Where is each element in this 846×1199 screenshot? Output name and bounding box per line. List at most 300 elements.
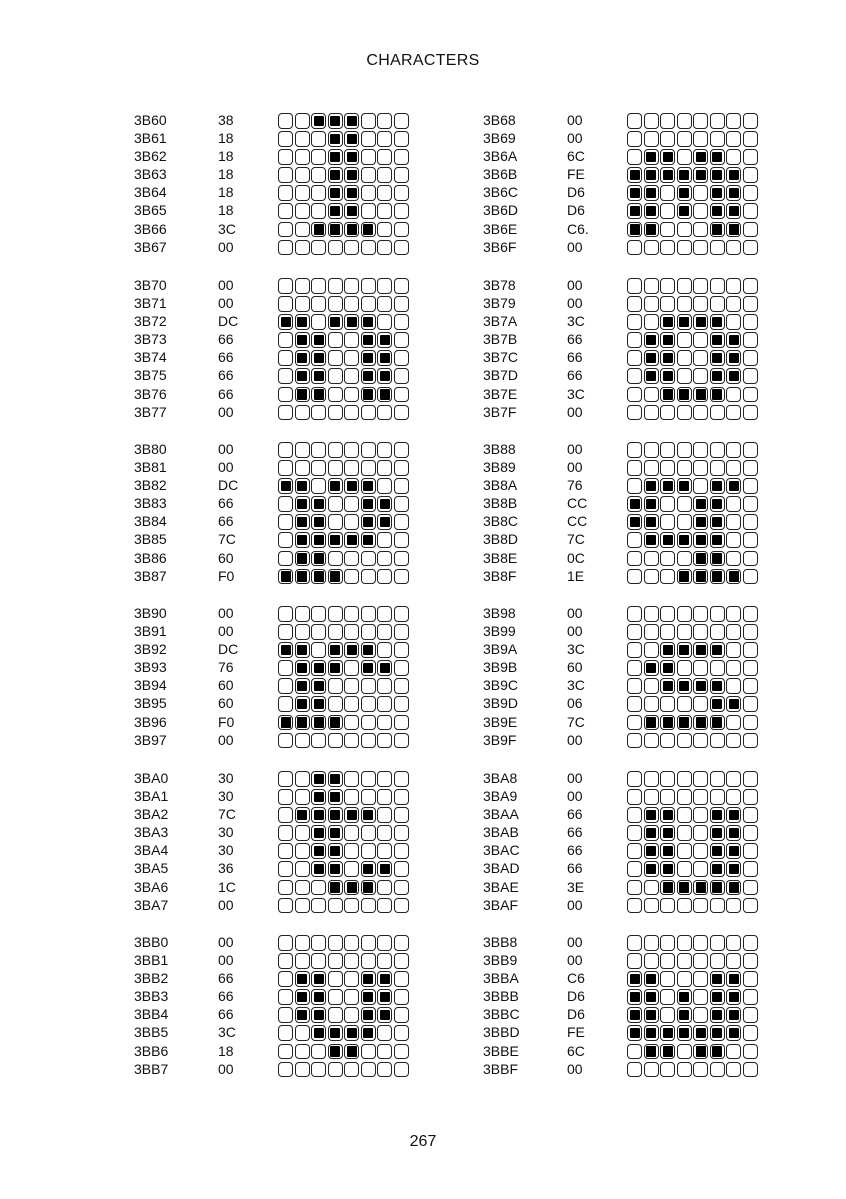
pixel-on [311, 332, 326, 348]
address-label: 3B76 [134, 385, 167, 402]
pixel-on [328, 843, 343, 859]
pixel-off [677, 771, 692, 787]
pixel-off [278, 789, 293, 805]
pixel-on [295, 971, 310, 987]
pixel-on [295, 350, 310, 366]
pixel-off [377, 405, 392, 421]
pixel-off [660, 898, 675, 914]
pixel-off [627, 1044, 642, 1060]
byte-value: 18 [218, 1042, 234, 1059]
pixel-off [693, 1007, 708, 1023]
pixel-off [726, 532, 741, 548]
pixel-off [311, 953, 326, 969]
pixel-off [677, 332, 692, 348]
pixel-on [328, 642, 343, 658]
pixel-off [377, 149, 392, 165]
pixel-off [394, 496, 409, 512]
pixel-off [361, 825, 376, 841]
pixel-on [328, 1044, 343, 1060]
byte-value: D6 [567, 988, 585, 1005]
pixel-off [627, 149, 642, 165]
pixel-on [361, 478, 376, 494]
pixel-off [394, 1044, 409, 1060]
pixel-off [278, 1062, 293, 1078]
pixel-off [344, 551, 359, 567]
pixel-off [344, 971, 359, 987]
pixel-off [278, 971, 293, 987]
pixel-off [361, 203, 376, 219]
pixel-off [693, 807, 708, 823]
pixel-off [278, 387, 293, 403]
pixel-on [361, 660, 376, 676]
pixel-on [710, 880, 725, 896]
pixel-off [278, 1025, 293, 1041]
pixel-off [726, 898, 741, 914]
pixel-off [743, 678, 758, 694]
byte-value: D6 [567, 1006, 585, 1023]
byte-value: F0 [218, 567, 235, 584]
pixel-on [644, 167, 659, 183]
byte-value: 1C [218, 878, 236, 895]
pixel-on [644, 478, 659, 494]
pixel-off [743, 569, 758, 585]
pixel-off [344, 953, 359, 969]
pixel-off [627, 131, 642, 147]
address-label: 3B83 [134, 495, 167, 512]
pixel-on [677, 715, 692, 731]
pixel-on [710, 861, 725, 877]
pixel-on [710, 496, 725, 512]
pixel-on [726, 167, 741, 183]
pixel-off [627, 551, 642, 567]
pixel-off [278, 167, 293, 183]
byte-value: 60 [218, 549, 234, 566]
pixel-off [278, 825, 293, 841]
pixel-on [311, 222, 326, 238]
address-label: 3BB5 [134, 1024, 169, 1041]
pixel-on [361, 314, 376, 330]
address-label: 3B87 [134, 567, 167, 584]
byte-value: DC [218, 477, 239, 494]
pixel-off [344, 660, 359, 676]
pixel-off [295, 789, 310, 805]
pixel-off [627, 478, 642, 494]
byte-value: 18 [218, 202, 234, 219]
byte-value: 0C [567, 549, 585, 566]
pixel-on [328, 715, 343, 731]
byte-value: 66 [567, 824, 583, 841]
pixel-on [627, 222, 642, 238]
pixel-off [377, 131, 392, 147]
pixel-off [328, 935, 343, 951]
pixel-on [644, 203, 659, 219]
pixel-off [743, 733, 758, 749]
pixel-off [693, 771, 708, 787]
pixel-on [644, 222, 659, 238]
pixel-off [677, 442, 692, 458]
pixel-off [660, 935, 675, 951]
pixel-off [627, 606, 642, 622]
pixel-off [295, 733, 310, 749]
pixel-on [660, 861, 675, 877]
pixel-off [710, 606, 725, 622]
pixel-off [743, 861, 758, 877]
pixel-off [743, 696, 758, 712]
byte-value: 00 [218, 295, 234, 312]
character-block [483, 276, 783, 420]
pixel-off [278, 496, 293, 512]
pixel-off [743, 606, 758, 622]
pixel-on [660, 1025, 675, 1041]
byte-value: 18 [218, 148, 234, 165]
pixel-off [677, 131, 692, 147]
pixel-off [627, 880, 642, 896]
pixel-on [644, 660, 659, 676]
address-label: 3B61 [134, 130, 167, 147]
pixel-off [344, 825, 359, 841]
pixel-on [726, 1007, 741, 1023]
pixel-on [377, 350, 392, 366]
byte-column [567, 440, 587, 585]
pixel-off [377, 1044, 392, 1060]
address-label: 3BB9 [483, 952, 518, 969]
pixel-off [344, 296, 359, 312]
pixel-off [743, 149, 758, 165]
pixel-on [344, 149, 359, 165]
address-column [483, 933, 520, 1078]
pixel-off [278, 222, 293, 238]
pixel-on [660, 387, 675, 403]
pixel-off [278, 771, 293, 787]
pixel-off [278, 514, 293, 530]
pixel-off [394, 642, 409, 658]
pixel-on [693, 642, 708, 658]
byte-value: 3E [567, 878, 585, 895]
pixel-on [660, 880, 675, 896]
pixel-on [295, 678, 310, 694]
byte-value: 66 [218, 495, 234, 512]
pixel-on [361, 1007, 376, 1023]
pixel-on [693, 551, 708, 567]
pixel-on [295, 660, 310, 676]
pixel-on [328, 660, 343, 676]
pixel-off [377, 460, 392, 476]
page-number: 267 [409, 1133, 437, 1150]
pixel-on [710, 807, 725, 823]
byte-value: FE [567, 1024, 585, 1041]
pixel-off [394, 971, 409, 987]
pixel-off [677, 789, 692, 805]
pixel-off [278, 442, 293, 458]
pixel-off [278, 532, 293, 548]
pixel-on [361, 861, 376, 877]
byte-value: 00 [567, 238, 583, 255]
pixel-off [295, 296, 310, 312]
byte-value: 7C [218, 806, 236, 823]
pixel-on [710, 989, 725, 1005]
pixel-off [660, 278, 675, 294]
byte-value: 66 [567, 806, 583, 823]
pixel-off [660, 569, 675, 585]
pixel-off [394, 606, 409, 622]
pixel-on [377, 861, 392, 877]
pixel-off [660, 624, 675, 640]
address-label: 3BB1 [134, 952, 169, 969]
pixel-off [278, 696, 293, 712]
pixel-off [693, 953, 708, 969]
pixel-off [710, 442, 725, 458]
pixel-off [693, 368, 708, 384]
pixel-off [278, 898, 293, 914]
pixel-off [726, 460, 741, 476]
pixel-on [361, 350, 376, 366]
pixel-off [328, 898, 343, 914]
pixel-off [743, 296, 758, 312]
pixel-on [710, 825, 725, 841]
pixel-off [328, 971, 343, 987]
address-label: 3BAA [483, 806, 519, 823]
pixel-off [677, 606, 692, 622]
pixel-off [344, 278, 359, 294]
pixel-off [361, 278, 376, 294]
pixel-on [328, 1025, 343, 1041]
pixel-off [394, 989, 409, 1005]
pixel-on [627, 203, 642, 219]
pixel-on [344, 1044, 359, 1060]
pixel-off [361, 843, 376, 859]
address-label: 3B71 [134, 295, 167, 312]
pixel-off [743, 113, 758, 129]
pixel-on [295, 642, 310, 658]
pixel-off [644, 880, 659, 896]
pixel-off [328, 278, 343, 294]
pixel-on [311, 514, 326, 530]
pixel-on [644, 989, 659, 1005]
pixel-on [644, 496, 659, 512]
pixel-off [394, 1062, 409, 1078]
pixel-off [743, 660, 758, 676]
pixel-off [344, 733, 359, 749]
pixel-on [377, 496, 392, 512]
pixel-off [377, 296, 392, 312]
pixel-off [311, 131, 326, 147]
pixel-off [377, 771, 392, 787]
byte-value: 18 [218, 166, 234, 183]
pixel-on [311, 678, 326, 694]
pixel-off [311, 167, 326, 183]
address-label: 3BA3 [134, 824, 169, 841]
byte-column [567, 111, 589, 256]
pixel-off [377, 278, 392, 294]
address-label: 3BA9 [483, 788, 518, 805]
pixel-on [328, 807, 343, 823]
pixel-on [644, 861, 659, 877]
address-label: 3BBE [483, 1042, 519, 1059]
pixel-on [344, 1025, 359, 1041]
pixel-on [644, 825, 659, 841]
pixel-off [394, 350, 409, 366]
pixel-on [693, 314, 708, 330]
byte-value: 00 [218, 459, 234, 476]
pixel-off [677, 733, 692, 749]
pixel-off [627, 350, 642, 366]
pixel-off [377, 1062, 392, 1078]
pixel-off [743, 368, 758, 384]
pixel-off [726, 496, 741, 512]
pixel-off [311, 278, 326, 294]
pixel-off [344, 861, 359, 877]
pixel-off [644, 240, 659, 256]
address-column [134, 276, 167, 421]
byte-value: 60 [567, 659, 583, 676]
pixel-on [660, 167, 675, 183]
pixel-off [328, 350, 343, 366]
pixel-on [693, 678, 708, 694]
byte-value: 66 [567, 349, 583, 366]
pixel-off [743, 314, 758, 330]
pixel-off [726, 771, 741, 787]
pixel-off [726, 149, 741, 165]
address-label: 3B9D [483, 695, 519, 712]
pixel-on [644, 1044, 659, 1060]
pixel-on [660, 825, 675, 841]
pixel-off [644, 733, 659, 749]
pixel-on [328, 131, 343, 147]
pixel-on [627, 167, 642, 183]
byte-value: 66 [218, 331, 234, 348]
pixel-off [660, 131, 675, 147]
pixel-on [361, 368, 376, 384]
address-column [134, 769, 168, 914]
pixel-off [693, 350, 708, 366]
pixel-off [726, 131, 741, 147]
pixel-on [677, 642, 692, 658]
pixel-off [677, 368, 692, 384]
pixel-off [677, 696, 692, 712]
pixel-on [644, 514, 659, 530]
address-label: 3B7B [483, 331, 518, 348]
pixel-off [677, 807, 692, 823]
pixel-on [710, 532, 725, 548]
pixel-on [344, 807, 359, 823]
address-label: 3B81 [134, 459, 167, 476]
pixel-on [677, 1025, 692, 1041]
pixel-on [361, 514, 376, 530]
pixel-off [377, 696, 392, 712]
byte-value: 00 [567, 1060, 583, 1077]
address-label: 3B79 [483, 295, 516, 312]
address-label: 3B94 [134, 677, 167, 694]
address-label: 3B7A [483, 313, 518, 330]
pixel-on [311, 387, 326, 403]
address-label: 3B7C [483, 349, 519, 366]
pixel-off [710, 296, 725, 312]
pixel-off [660, 1007, 675, 1023]
character-block [134, 111, 434, 255]
character-block [134, 769, 434, 913]
pixel-off [361, 460, 376, 476]
pixel-on [710, 185, 725, 201]
byte-column [567, 276, 585, 421]
pixel-on [726, 825, 741, 841]
pixel-on [344, 642, 359, 658]
pixel-off [311, 1044, 326, 1060]
pixel-off [311, 642, 326, 658]
pixel-off [726, 733, 741, 749]
byte-value: 00 [218, 238, 234, 255]
pixel-off [344, 405, 359, 421]
address-label: 3B9F [483, 731, 517, 748]
pixel-off [361, 551, 376, 567]
pixel-off [627, 642, 642, 658]
pixel-off [677, 514, 692, 530]
address-label: 3B7F [483, 403, 517, 420]
address-label: 3B82 [134, 477, 167, 494]
pixel-off [328, 551, 343, 567]
pixel-off [394, 843, 409, 859]
pixel-off [693, 660, 708, 676]
address-label: 3B9E [483, 713, 518, 730]
pixel-off [328, 368, 343, 384]
pixel-off [743, 185, 758, 201]
pixel-on [677, 880, 692, 896]
pixel-on [726, 203, 741, 219]
pixel-on [295, 478, 310, 494]
byte-value: 06 [567, 695, 583, 712]
pixel-off [677, 296, 692, 312]
pixel-off [743, 898, 758, 914]
pixel-off [278, 660, 293, 676]
pixel-off [377, 953, 392, 969]
pixel-off [278, 807, 293, 823]
pixel-off [677, 149, 692, 165]
pixel-off [295, 278, 310, 294]
pixel-on [278, 642, 293, 658]
pixel-on [344, 222, 359, 238]
address-label: 3B8E [483, 549, 518, 566]
address-label: 3B6D [483, 202, 519, 219]
pixel-off [278, 678, 293, 694]
pixel-off [311, 149, 326, 165]
pixel-off [295, 460, 310, 476]
byte-value: 00 [567, 605, 583, 621]
byte-value: 3C [567, 641, 585, 658]
pixel-on [660, 678, 675, 694]
pixel-off [726, 715, 741, 731]
pixel-off [660, 1062, 675, 1078]
pixel-on [677, 387, 692, 403]
address-label: 3B65 [134, 202, 167, 219]
byte-value: 00 [567, 112, 583, 128]
pixel-on [726, 478, 741, 494]
byte-column [218, 604, 238, 749]
byte-value: 66 [218, 367, 234, 384]
pixel-off [328, 496, 343, 512]
pixel-off [295, 222, 310, 238]
pixel-off [677, 350, 692, 366]
address-label: 3BB4 [134, 1006, 169, 1023]
pixel-on [693, 1044, 708, 1060]
pixel-off [377, 642, 392, 658]
address-label: 3B70 [134, 277, 167, 293]
pixel-off [693, 696, 708, 712]
byte-value: 00 [218, 896, 234, 913]
pixel-off [394, 898, 409, 914]
address-column [483, 111, 518, 256]
pixel-on [311, 368, 326, 384]
pixel-off [311, 880, 326, 896]
pixel-on [377, 514, 392, 530]
